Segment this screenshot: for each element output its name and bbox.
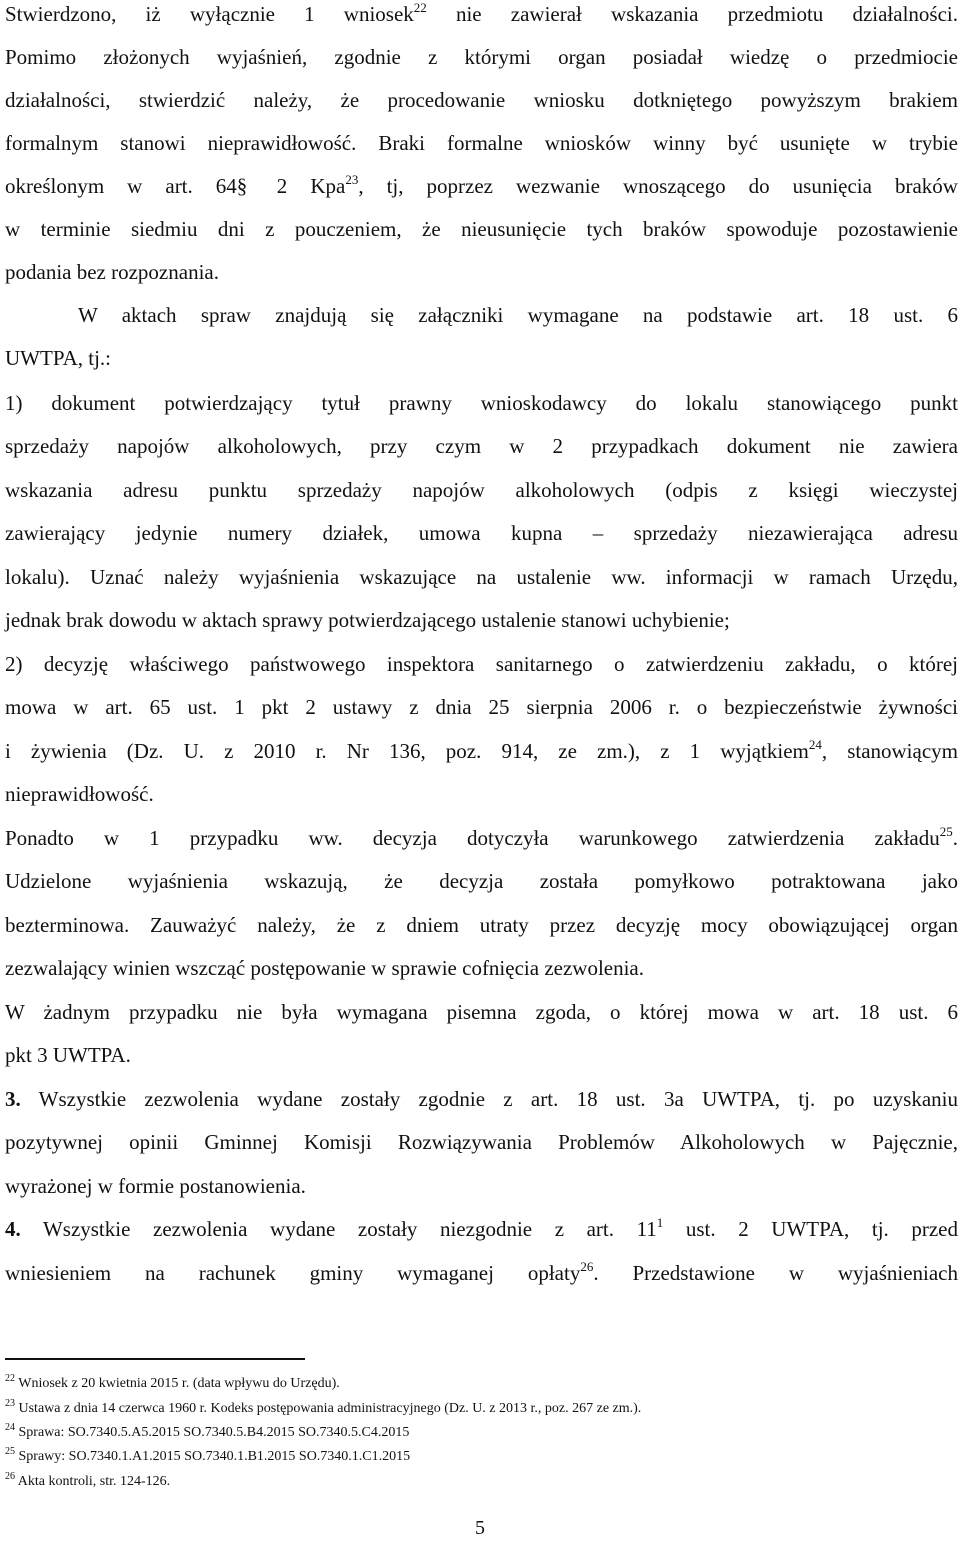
footnote-ref[interactable]: 1 [656,1215,664,1230]
body-line: podania bez rozpoznania. [5,260,219,284]
body-line: 1) dokument potwierdzający tytuł prawny wnioskodawcy do lokalu stanowiącego punkt [5,391,958,415]
footnote: $^{24}$ Sprawa: SO.7340.5.A5.2015 SO.7340.5.B4.2015 SO.7340.5.C4.2015 [5,1422,410,1440]
body-line: zezwalający winien wszcząć postępowanie w sprawie cofnięcia zezwolenia. [5,956,645,980]
footnote-ref[interactable]: 26 [580,1259,594,1274]
item-number: 3. [5,1087,21,1111]
body-line: określonym w art. 64§ 2 Kpa$^{23}$, tj, poprzez wezwanie wnoszącego do usunięcia braków [5,172,958,198]
body-line: formalnym stanowi nieprawidłowość. Braki formalne wniosków winny być usunięte w trybie [5,131,958,155]
footnote-ref[interactable]: 22 [413,0,427,15]
body-line: sprzedaży napojów alkoholowych, przy czym w 2 przypadkach dokument nie zawiera [5,434,958,458]
body-line: pkt 3 UWTPA. [5,1043,131,1067]
footnote: $^{23}$ Ustawa z dnia 14 czerwca 1960 r. Kodeks postępowania administracyjnego (Dz. U. z 2013 r., poz. 267 ze zm.). [5,1398,642,1416]
footnote-separator [5,1358,305,1360]
body-line: 3. Wszystkie zezwolenia wydane zostały zgodnie z art. 18 ust. 3a UWTPA, tj. po uzyskaniu [5,1087,958,1111]
body-line: wyrażonej w formie postanowienia. [5,1174,306,1198]
body-line: Ponadto w 1 przypadku ww. decyzja dotyczyła warunkowego zatwierdzenia zakładu$^{25}$. [5,824,958,850]
footnote-ref[interactable]: 24 [808,737,822,752]
body-line: 2) decyzję właściwego państwowego inspektora sanitarnego o zatwierdzeniu zakładu, o której [5,652,958,676]
page-number: 5 [475,1517,485,1539]
body-line: pozytywnej opinii Gminnej Komisji Rozwiązywania Problemów Alkoholowych w Pajęcznie, [5,1130,958,1154]
section-sign: § [236,174,248,198]
body-line: nieprawidłowość. [5,782,154,806]
item-number: 4. [5,1217,21,1241]
body-line: Udzielone wyjaśnienia wskazują, że decyzja została pomyłkowo potraktowana jako [5,869,958,893]
footnote: $^{25}$ Sprawy: SO.7340.1.A1.2015 SO.7340.1.B1.2015 SO.7340.1.C1.2015 [5,1446,411,1464]
body-line: UWTPA, tj.: [5,346,111,370]
footnote: $^{26}$ Akta kontroli, str. 124-126. [5,1471,171,1489]
body-line: działalności, stwierdzić należy, że procedowanie wniosku dotkniętego powyższym brakiem [5,88,958,112]
body-line: W żadnym przypadku nie była wymagana pisemna zgoda, o której mowa w art. 18 ust. 6 [5,1000,958,1024]
body-line: wniesieniem na rachunek gminy wymaganej opłaty$^{26}$. Przedstawione w wyjaśnieniach [5,1259,958,1285]
body-line: zawierający jedynie numery działek, umowa kupna – sprzedaży niezawierająca adresu [5,521,958,545]
body-line: mowa w art. 65 ust. 1 pkt 2 ustawy z dnia 25 sierpnia 2006 r. o bezpieczeństwie żywności [5,695,958,719]
footnote: $^{22}$ Wniosek z 20 kwietnia 2015 r. (data wpływu do Urzędu). [5,1373,340,1391]
body-line: w terminie siedmiu dni z pouczeniem, że nieusunięcie tych braków spowoduje pozostawienie [5,217,958,241]
footnote-ref[interactable]: 25 [939,824,953,839]
footnote-ref[interactable]: 23 [345,172,359,187]
body-line: jednak brak dowodu w aktach sprawy potwierdzającego ustalenie stanowi uchybienie; [5,608,730,632]
body-line: i żywienia (Dz. U. z 2010 r. Nr 136, poz. 914, ze zm.), z 1 wyjątkiem$^{24}$, stanowiącym [5,737,958,763]
body-line: wskazania adresu punktu sprzedaży napojów alkoholowych (odpis z księgi wieczystej [5,478,958,502]
body-line: Pomimo złożonych wyjaśnień, zgodnie z którymi organ posiadał wiedzę o przedmiocie [5,45,958,69]
body-line: Stwierdzono, iż wyłącznie 1 wniosek$^{22}$ nie zawierał wskazania przedmiotu działalności. [5,0,958,26]
body-line: lokalu). Uznać należy wyjaśnienia wskazujące na ustalenie ww. informacji w ramach Urzędu, [5,565,958,589]
body-line: 4. Wszystkie zezwolenia wydane zostały niezgodnie z art. $11^1$ ust. 2 UWTPA, tj. przed [5,1215,958,1241]
body-line: W aktach spraw znajdują się załączniki wymagane na podstawie art. 18 ust. 6 [78,303,958,327]
body-line: bezterminowa. Zauważyć należy, że z dniem utraty przez decyzję mocy obowiązującej organ [5,913,958,937]
